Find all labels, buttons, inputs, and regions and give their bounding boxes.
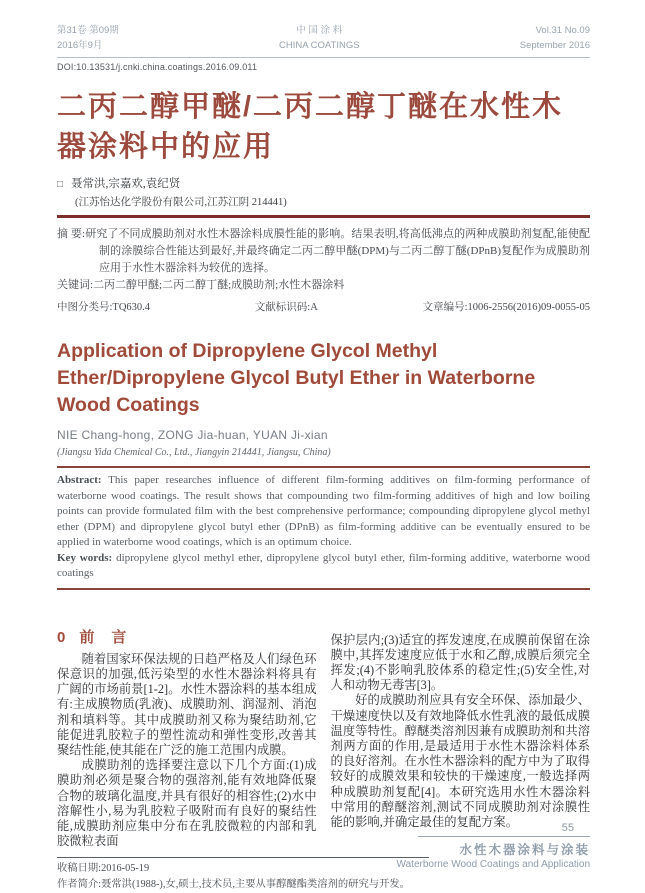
intro-paragraph-3: 保护层内;(3)适宜的挥发速度,在成膜前保留在涂膜中,其挥发速度应低于水和乙醇,成膜后须完全挥发;(4)不影响乳胶体系的稳定性;(5)安全性,对人和动物无毒害[3]。 [330,632,590,693]
section-heading [57,630,317,645]
footer-rule [418,836,590,837]
doi-line: DOI:10.13531/j.cnki.china.coatings.2016.09.011 [57,62,258,72]
header-journal-name-en: CHINA COATINGS [278,39,360,51]
affiliation-en: (Jiangsu Yida Chemical Co., Ltd., Jiangyin 214441, Jiangsu, China) [57,447,331,458]
page-number: 55 [561,822,574,834]
abstract-label-cn: 摘 要: [57,228,86,240]
abstract-text-en: This paper researches influence of different film-forming additives on film-forming performance of waterborne wood coatings. The result shows that compounding two film-forming additives of high and low boiling points can provide formulated film with the best comprehensive performance; compounding dipropylene glycol methyl ether (DPM) and dipropylene glycol butyl ether (DPnB) as film-forming additive can be eventually ensured to be applied in waterborne wood coatings, which is an optimum choice. [57,474,590,548]
abstract-en [57,473,590,551]
intro-paragraph-2: 成膜助剂的选择要注意以下几个方面:(1)成膜助剂必须是聚合物的强溶剂,能有效地降低聚合物的玻璃化温度,并具有很好的相容性;(2)水中溶解性小,易为乳胶粒子吸附而有良好的聚结性能,成膜助剂应集中分布在乳胶微粒的内部和乳胶微粒表面 [57,758,317,849]
affiliation-cn: (江苏怡达化学股份有限公司,江苏江阴 214441) [75,197,287,208]
header-journal-name-cn: 中 国 涂 料 [296,25,343,36]
keywords-en [57,551,590,582]
author-square-marker-icon: □ [57,179,64,190]
keywords-label-en: Key words: [57,551,113,564]
abstract-cn [57,226,590,277]
author-bio-text: 聂常洪(1988-),女,硕士,技术员,主要从事醇醚酯类溶剂的研究与开发。 [101,879,410,891]
page-footer [350,822,590,870]
journal-running-head [57,0,590,58]
received-date-value: 2016-05-19 [101,863,150,875]
header-date-en: September 2016 [519,39,590,51]
authors-en: NIE Chang-hong, ZONG Jia-huan, YUAN Ji-xian [57,428,328,442]
header-issue-cn: 第31卷 第09期 [57,25,119,36]
intro-column-right [331,630,591,850]
section-number: 0 [57,628,67,646]
article-title-cn: 二丙二醇甲醚/二丙二醇丁醚在水性木器涂料中的应用 [57,91,564,163]
keywords-cn [57,277,590,294]
header-right [520,24,590,53]
document-code: 文献标识码:A [254,302,318,313]
abstract-label-en: Abstract: [57,474,102,486]
article-number: 文章编号:1006-2556(2016)09-0055-05 [422,302,590,313]
footer-journal-en: Waterborne Wood Coatings and Application [396,859,590,870]
abstract-text-cn: 研究了不同成膜助剂对水性木器涂料成膜性能的影响。结果表明,将高低沸点的两种成膜助剂复配,能使配制的涂膜综合性能达到最好,并最终确定二丙二醇甲醚(DPM)与二丙二醇丁醚(DPnB)复配作为成膜助剂应用于水性木器涂料为较优的选择。 [85,228,590,274]
author-bio-line [57,877,429,893]
introduction-section [57,630,590,850]
abstract-block-en [57,466,590,590]
header-volume-en: Vol.31 No.09 [535,25,590,36]
author-bio-label: 作者简介: [57,879,102,891]
article-title-en: Application of Dipropylene Glycol Methyl Ether/Dipropylene Glycol Butyl Ether in Waterborne Wood Coatings [57,340,536,416]
classification-row [57,299,590,314]
keywords-text-en: dipropylene glycol methyl ether, dipropylene glycol butyl ether, film-forming additive, waterborne wood coatings [57,551,591,579]
intro-paragraph-4: 好的成膜助剂应具有安全环保、添加最少、干燥速度快以及有效地降低水性乳液的最低成膜温度等特性。醇醚类溶剂因兼有成膜助剂和共溶剂两方面的作用,是最适用于水性木器涂料体系的良好溶剂。在水性木器涂料的配方中为了取得较好的成膜效果和较快的干燥速度,一般选择两种成膜助剂复配[4]。本研究选用水性木器涂料中常用的醇醚溶剂,测试不同成膜助剂对涂膜性能的影响,并确定最佳的复配方案。 [330,693,590,829]
intro-column-left [57,630,317,850]
intro-paragraph-1: 随着国家环保法规的日趋严格及人们绿色环保意识的加强,低污染型的水性木器涂料将具有广阔的市场前景[1-2]。水性木器涂料的基本组成有:主成膜物质(乳液)、成膜助剂、润湿剂、消泡剂和填料等。其中成膜助剂又称为聚结助剂,它能促进乳胶粒子的塑性流动和弹性变形,改善其聚结性能,使其能在广泛的施工范围内成膜。 [57,651,317,757]
received-date-label: 收稿日期: [57,863,102,875]
divider-thick-red [57,215,590,218]
authors-cn: 聂常洪,宗嘉欢,袁纪贤 [71,178,181,190]
keywords-text-cn: 二丙二醇甲醚;二丙二醇丁醚;成膜助剂;水性木器涂料 [93,279,345,291]
header-center [279,24,360,53]
keywords-label-cn: 关键词: [57,279,94,291]
header-date-cn: 2016年9月 [57,39,103,51]
section-title: 前 言 [79,628,128,646]
abstract-block-cn [57,226,590,294]
header-left [57,24,119,53]
clc-number: 中图分类号:TQ630.4 [57,302,151,313]
footer-journal-cn: 水性木器涂料与涂装 [459,843,590,857]
authors-row-cn [57,175,590,191]
